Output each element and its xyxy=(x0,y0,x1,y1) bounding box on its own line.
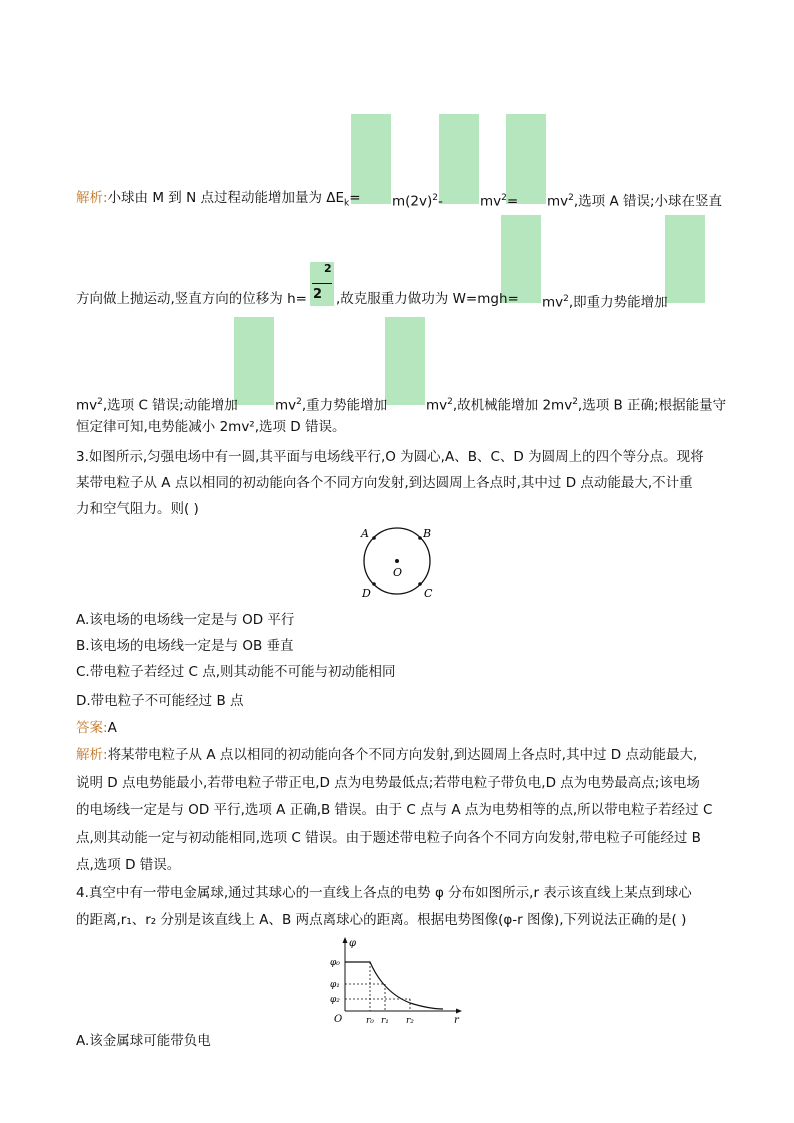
fraction-bar xyxy=(312,283,332,284)
analysis-line-4: 恒定律可知,电势能减小 2mv²,选项 D 错误。 xyxy=(76,419,346,435)
analysis-line-2: 方向做上抛运动,竖直方向的位移为 h= xyxy=(76,291,307,307)
q3-analysis-line-4: 点,则其动能一定与初动能相同,选项 C 错误。由于题述带电粒子向各个不同方向发射,带电粒子可能经过 B xyxy=(76,830,701,846)
x-arrow xyxy=(456,1009,462,1014)
y-arrow xyxy=(343,937,348,943)
formula-placeholder-7 xyxy=(234,317,274,405)
q3-analysis-label: 解析: xyxy=(76,747,108,763)
label-B: B xyxy=(423,527,432,540)
q3-analysis-line-5: 点,选项 D 错误。 xyxy=(76,857,181,873)
point-O xyxy=(395,559,399,563)
q4-phi-r-graph xyxy=(325,935,465,1025)
label-C: C xyxy=(424,587,433,600)
answer-label: 答案: xyxy=(76,720,108,736)
label-phi1: φ₁ xyxy=(330,980,340,990)
point-B xyxy=(418,536,422,540)
analysis-line-3b: $mv^2$,重力势能增加 xyxy=(275,397,388,414)
label-r1: r₁ xyxy=(381,1016,389,1025)
analysis-line-2c: $mv^2$,即重力势能增加 xyxy=(542,294,668,311)
q3-option-a: A.该电场的电场线一定是与 OD 平行 xyxy=(76,612,295,628)
point-A xyxy=(372,536,376,540)
label-r2: r₂ xyxy=(406,1016,414,1025)
label-O: O xyxy=(334,1014,343,1025)
q3-circle-figure xyxy=(355,523,440,601)
analysis-line-3: $mv^2$,选项 C 错误;动能增加 xyxy=(76,397,238,414)
q4-stem-line-2: 的距离,r₁、r₂ 分别是该直线上 A、B 两点离球心的距离。根据电势图像(φ-r 图像),下列说法正确的是( ) xyxy=(76,912,687,928)
label-phi: φ xyxy=(349,938,357,949)
label-D: D xyxy=(362,587,371,600)
fraction-bottom: 2 xyxy=(313,287,323,302)
q3-option-c: C.带电粒子若经过 C 点,则其动能不可能与初动能相同 xyxy=(76,664,396,680)
q3-analysis-line-1: 解析:将某带电粒子从 A 点以相同的初动能向各个不同方向发射,到达圆周上各点时,其中过 D 点动能最大, xyxy=(76,747,698,763)
answer-value: A xyxy=(107,720,117,736)
label-A: A xyxy=(361,527,369,540)
label-phi2: φ₂ xyxy=(330,995,340,1005)
label-phi0: φ₀ xyxy=(330,958,340,968)
label-r: r xyxy=(454,1015,459,1025)
fraction-top: 2 xyxy=(324,262,332,275)
q3-answer xyxy=(76,719,117,737)
label-r0: r₀ xyxy=(366,1016,374,1025)
q3-stem-line-1: 3.如图所示,匀强电场中有一圆,其平面与电场线平行,O 为圆心,A、B、C、D 为圆周上的四个等分点。现将 xyxy=(76,449,704,465)
formula-placeholder-2 xyxy=(439,114,479,204)
formula-placeholder-6 xyxy=(665,215,705,303)
q3-analysis-line-3: 的电场线一定是与 OD 平行,选项 A 正确,B 错误。由于 C 点与 A 点为电势相等的点,所以带电粒子若经过 C xyxy=(76,802,713,818)
analysis-line-1c: $mv^2=$ xyxy=(480,193,519,210)
point-D xyxy=(372,582,376,586)
analysis-line-1b: $m(2v)^2-$ xyxy=(392,193,443,210)
q3-stem-line-3: 力和空气阻力。则( ) xyxy=(76,501,199,517)
analysis-line-1d: $mv^2$,选项 A 错误;小球在竖直 xyxy=(547,193,723,210)
analysis-line-2b: ,故克服重力做功为 W=mgh= xyxy=(336,291,519,307)
analysis-label: 解析: xyxy=(76,190,108,206)
q3-analysis-line-2: 说明 D 点电势能最小,若带电粒子带正电,D 点为电势最低点;若带电粒子带负电,D 点为电势最高点;该电场 xyxy=(76,775,700,791)
q3-stem-line-2: 某带电粒子从 A 点以相同的初动能向各个不同方向发射,到达圆周上各点时,其中过 D 点动能最大,不计重 xyxy=(76,475,693,491)
formula-placeholder-8 xyxy=(385,317,425,405)
analysis-line-1: 解析:小球由 M 到 N 点过程动能增加量为 $\Delta E_k=$ xyxy=(76,190,361,209)
point-C xyxy=(418,582,422,586)
q4-stem-line-1: 4.真空中有一带电金属球,通过其球心的一直线上各点的电势 φ 分布如图所示,r 表示该直线上某点到球心 xyxy=(76,885,692,901)
analysis-line-3c: $mv^2$,故机械能增加 $2mv^2$,选项 B 正确;根据能量守 xyxy=(426,397,727,414)
phi-curve xyxy=(345,962,443,1009)
q3-option-b: B.该电场的电场线一定是与 OB 垂直 xyxy=(76,638,294,654)
q4-option-a: A.该金属球可能带负电 xyxy=(76,1033,211,1049)
q3-option-d: D.带电粒子不可能经过 B 点 xyxy=(76,693,244,709)
label-O: O xyxy=(393,566,403,579)
